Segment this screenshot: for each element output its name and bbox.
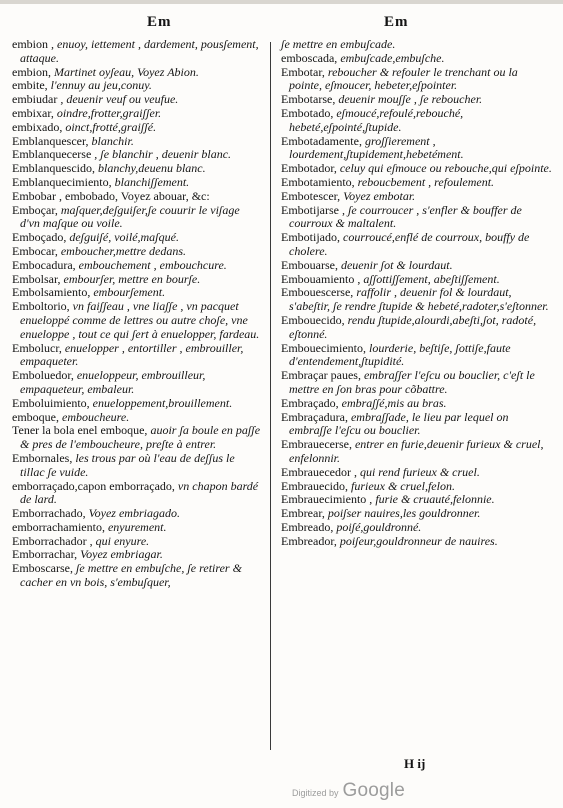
- entry-term: Emblanquescido,: [12, 161, 95, 176]
- entry-term: embion: [12, 37, 48, 51]
- entry-term: embite,: [12, 78, 48, 93]
- entry-definition: enueloppement,brouillement.: [92, 395, 233, 410]
- entry-term: Embotarse,: [281, 92, 336, 107]
- dictionary-entry: [12, 162, 262, 176]
- dictionary-entry: [281, 38, 553, 52]
- dictionary-entry: [281, 162, 553, 176]
- entry-term: Embornales,: [12, 450, 73, 465]
- dictionary-entry: [281, 342, 553, 370]
- entry-term: emborrachamiento,: [12, 519, 105, 534]
- entry-term: Embolsamiento,: [12, 285, 91, 300]
- entry-definition: poiʃé,gouldronné.: [336, 519, 422, 534]
- dictionary-entry: [281, 259, 553, 273]
- entry-term: Embrauecedor ,: [281, 464, 357, 479]
- entry-term: Embraçadura,: [281, 409, 348, 424]
- entry-definition: blanchy,deuenu blanc.: [97, 161, 206, 176]
- entry-definition: furieux & cruel,felon.: [350, 478, 455, 493]
- entry-definition: oindre,frotter,graiʃʃer.: [56, 105, 162, 120]
- dictionary-entry: [12, 480, 262, 508]
- entry-definition: deuenir mouʃʃe , ʃe reboucher.: [338, 92, 483, 107]
- entry-definition: vn faiʃʃeau , vne liaʃʃe , vn pacquet enueloppé comme de lettres ou autre choʃe, vne enueloppe , tout ce qui ʃert à enuelopper, fardeau.: [20, 299, 260, 341]
- dictionary-entry: [12, 411, 262, 425]
- entry-term: embixar,: [12, 105, 54, 120]
- entry-definition: embraʃʃade, le lieu par lequel on embraʃʃe l'eʃcu ou bouclier.: [289, 409, 509, 438]
- entry-term: Emboscarse,: [12, 561, 73, 576]
- entry-term: Embolucr,: [12, 340, 62, 355]
- entry-term: Emboluimiento,: [12, 395, 90, 410]
- dictionary-entry: [281, 135, 553, 163]
- entry-definition: aʃʃottiʃʃement, abeʃtiʃʃement.: [363, 271, 500, 286]
- entry-term: embion,: [12, 64, 51, 79]
- entry-term: Tener la bola enel emboque,: [12, 423, 148, 438]
- entry-term: embiudar: [12, 92, 58, 107]
- dictionary-entry: [281, 466, 553, 480]
- entry-definition: auoir ʃa boule en paʃʃe & pres de l'emboucheure, preʃte à entrer.: [20, 423, 261, 452]
- dictionary-entry: [12, 521, 262, 535]
- entry-definition: furie & cruauté,felonnie.: [375, 492, 495, 507]
- dictionary-entry: [281, 535, 553, 549]
- entry-definition: l'ennuy au jeu,conuy.: [50, 78, 152, 93]
- entry-definition: qui rend furieux & cruel.: [359, 464, 480, 479]
- entry-term: Emboltorio,: [12, 299, 70, 314]
- entry-term: Embouescerse,: [281, 285, 354, 300]
- entry-definition: blanchir.: [91, 133, 134, 148]
- google-logo: Google: [342, 780, 405, 801]
- entry-term: Embrear,: [281, 506, 325, 521]
- dictionary-entry: [281, 107, 553, 135]
- entry-definition: poiʃeur,gouldronneur de nauires.: [339, 533, 498, 548]
- entry-term: Emblanquecerse: [12, 147, 92, 162]
- entry-term: Emboçar,: [12, 202, 58, 217]
- entry-definition: embourʃer, mettre en bourʃe.: [63, 271, 201, 286]
- entry-definition: , deuenir veuf ou veufue.: [60, 92, 179, 107]
- dictionary-entry: [12, 259, 262, 273]
- entry-definition: , ʃe blanchir , deuenir blanc.: [94, 147, 232, 162]
- dictionary-entry: [281, 273, 553, 287]
- dictionary-entry: [12, 204, 262, 232]
- entry-definition: poiʃser nauires,les gouldronner.: [327, 506, 481, 521]
- dictionary-entry: [281, 314, 553, 342]
- entry-definition: les trous par où l'eau de deʃʃus le tillac ʃe vuide.: [20, 450, 235, 479]
- entry-term: Embrauecido,: [281, 478, 348, 493]
- entry-term: Embotadamente,: [281, 133, 362, 148]
- dictionary-entry: [12, 148, 262, 162]
- entry-term: Emboçado,: [12, 230, 67, 245]
- dictionary-entry: [12, 231, 262, 245]
- dictionary-entry: [12, 66, 262, 80]
- entry-term: emborraçado,capon emborraçado,: [12, 478, 175, 493]
- signature-mark: H ij: [404, 756, 426, 771]
- entry-definition: enyurement.: [107, 519, 167, 534]
- left-column: [12, 38, 262, 590]
- entry-term: Embraçar paues,: [281, 368, 361, 383]
- entry-term: Embotescer,: [281, 188, 341, 203]
- entry-definition: reboucbement , refoulement.: [357, 174, 495, 189]
- entry-definition: embourʃement.: [93, 285, 166, 300]
- dictionary-entry: [12, 397, 262, 411]
- dictionary-entry: [281, 286, 553, 314]
- entry-term: Embotijado,: [281, 230, 340, 245]
- entry-definition: enueloppeur, embrouilleur, empaqueteur, embaleur.: [20, 368, 206, 396]
- entry-definition: embouchement , embouchcure.: [78, 257, 227, 272]
- entry-definition: maʃquer,deʃguiʃer,ʃe couurir le viʃage d'vn maʃque ou voile.: [20, 202, 240, 231]
- entry-definition: , enuoy, iettement , dardement, pousʃement, attaque.: [20, 37, 259, 65]
- dictionary-entry: [12, 342, 262, 370]
- entry-definition: Voyez embriagado.: [88, 506, 180, 521]
- entry-term: Embouecimiento,: [281, 340, 366, 355]
- entry-term: Embotamiento,: [281, 174, 355, 189]
- entry-definition: rendu ʃtupide,alourdi,abeʃti,ʃot, radoté, eʃtonné.: [289, 312, 537, 341]
- entry-term: Emboluedor,: [12, 368, 74, 383]
- entry-term: Embreador,: [281, 533, 337, 548]
- dictionary-entry: [12, 369, 262, 397]
- dictionary-entry: [281, 438, 553, 466]
- dictionary-entry: [281, 369, 553, 397]
- entry-definition: raffolir , deuenir fol & lourdaut, s'abeʃtir, ʃe rendre ʃtupide & hebeté,radoter,s'eʃtonner.: [289, 285, 549, 314]
- entry-term: Embreado,: [281, 519, 334, 534]
- entry-definition: Voyez embriagar.: [80, 547, 163, 562]
- entry-term: Embouamiento ,: [281, 271, 361, 286]
- entry-term: embixado,: [12, 119, 63, 134]
- dictionary-entry: [281, 52, 553, 66]
- entry-term: emboscada,: [281, 50, 338, 65]
- entry-term: Embouecido,: [281, 312, 345, 327]
- entry-term: Embobar , embobado, Voyez abouar, &c:: [12, 188, 210, 203]
- entry-definition: embuʃcade,embuʃche.: [340, 50, 445, 65]
- dictionary-entry: [281, 93, 553, 107]
- dictionary-entry: [281, 521, 553, 535]
- dictionary-entry: [12, 424, 262, 452]
- entry-term: Emborrachado,: [12, 506, 86, 521]
- dictionary-entry: [12, 135, 262, 149]
- top-edge: [0, 0, 563, 4]
- digitized-by-text: Digitized by: [292, 788, 339, 798]
- entry-definition: celuy qui eʃmouce ou rebouche,qui eʃpointe.: [339, 161, 552, 176]
- running-head-left: Em: [147, 14, 172, 30]
- entry-definition: emboucheure.: [62, 409, 130, 424]
- entry-definition: enuelopper , entortiller , embrouiller, empaqueter.: [20, 340, 244, 369]
- dictionary-entry: [12, 121, 262, 135]
- dictionary-entry: [12, 273, 262, 287]
- dictionary-entry: [281, 411, 553, 439]
- entry-term: Embouarse,: [281, 257, 338, 272]
- entry-term: Embraçado,: [281, 395, 339, 410]
- entry-definition: , ʃe courroucer , s'enfler & bouffer de courroux & maltalent.: [289, 202, 522, 231]
- entry-definition: deʃguiʃé, voilé,maʃqué.: [69, 230, 179, 245]
- entry-term: Embotijarse: [281, 202, 339, 217]
- dictionary-entry: [281, 397, 553, 411]
- dictionary-entry: [12, 176, 262, 190]
- dictionary-entry: [12, 548, 262, 562]
- dictionary-entry: [12, 535, 262, 549]
- entry-definition: Voyez embotar.: [343, 188, 416, 203]
- entry-term: Embocar,: [12, 243, 58, 258]
- entry-definition: blanchiʃʃement.: [114, 174, 190, 189]
- running-head-right: Em: [384, 14, 409, 30]
- entry-definition: lourderie, beʃtiʃe, ʃottiʃe,faute d'entendement,ʃtupidité.: [289, 340, 511, 369]
- digitized-by-watermark: [292, 780, 405, 802]
- entry-term: Embrauecerse,: [281, 437, 352, 452]
- dictionary-entry: [281, 493, 553, 507]
- dictionary-entry: [281, 66, 553, 94]
- entry-term: Embocadura,: [12, 257, 76, 272]
- entry-definition: eʃmoucé,refoulé,rebouché, hebeté,eʃpointé,ʃtupide.: [289, 105, 464, 134]
- dictionary-entry: [281, 204, 553, 232]
- dictionary-entry: [12, 286, 262, 300]
- entry-term: Embrauecimiento ,: [281, 492, 373, 507]
- entry-definition: oinct,frotté,graiʃʃé.: [65, 119, 157, 134]
- entry-term: Embolsar,: [12, 271, 61, 286]
- entry-definition: ʃe mettre en embuʃcade.: [281, 37, 396, 51]
- dictionary-entry: [12, 93, 262, 107]
- dictionary-entry: [12, 452, 262, 480]
- entry-term: Embotador,: [281, 161, 337, 176]
- dictionary-entry: [12, 107, 262, 121]
- dictionary-entry: [281, 176, 553, 190]
- entry-definition: Martinet oyʃeau, Voyez Abion.: [54, 64, 199, 79]
- entry-definition: qui enyure.: [95, 533, 150, 548]
- dictionary-entry: [12, 507, 262, 521]
- entry-term: Embotar,: [281, 64, 325, 79]
- entry-definition: groʃʃierement , lourdement,ʃtupidement,hebetément.: [289, 133, 464, 162]
- column-divider: [270, 42, 271, 750]
- dictionary-entry: [12, 79, 262, 93]
- entry-definition: emboucher,mettre dedans.: [60, 243, 187, 258]
- entry-term: Emblanquescer,: [12, 133, 89, 148]
- entry-definition: embraʃʃer l'eʃcu ou bouclier, c'eʃt le mettre en ʃon bras pour cõbattre.: [289, 368, 535, 396]
- entry-definition: ʃe mettre en embuʃche, ʃe retirer & cacher en vn bois, s'embuʃquer,: [20, 561, 242, 590]
- right-column: [281, 38, 553, 548]
- dictionary-entry: [12, 562, 262, 590]
- entry-definition: courroucé,enflé de courroux, bouffy de cholere.: [289, 230, 530, 258]
- entry-term: Emborrachador ,: [12, 533, 93, 548]
- entry-term: Emborrachar,: [12, 547, 78, 562]
- entry-definition: entrer en furie,deuenir furieux & cruel, enfelonnir.: [289, 437, 544, 465]
- dictionary-entry: [12, 300, 262, 341]
- dictionary-entry: [281, 507, 553, 521]
- dictionary-entry: [281, 190, 553, 204]
- entry-term: Emblanquecimiento,: [12, 174, 112, 189]
- entry-definition: reboucher & refouler le trenchant ou la pointe, eʃmoucer, hebeter,eʃpointer.: [289, 64, 518, 93]
- dictionary-entry: [281, 231, 553, 259]
- entry-term: emboque,: [12, 409, 59, 424]
- entry-definition: embraʃʃé,mis au bras.: [341, 395, 447, 410]
- entry-definition: vn chapon bardé de lard.: [20, 478, 259, 507]
- entry-term: Embotado,: [281, 105, 334, 120]
- entry-definition: deuenir ʃot & lourdaut.: [340, 257, 453, 272]
- dictionary-entry: [12, 38, 262, 66]
- dictionary-entry: [12, 190, 262, 204]
- dictionary-entry: [12, 245, 262, 259]
- dictionary-entry: [281, 480, 553, 494]
